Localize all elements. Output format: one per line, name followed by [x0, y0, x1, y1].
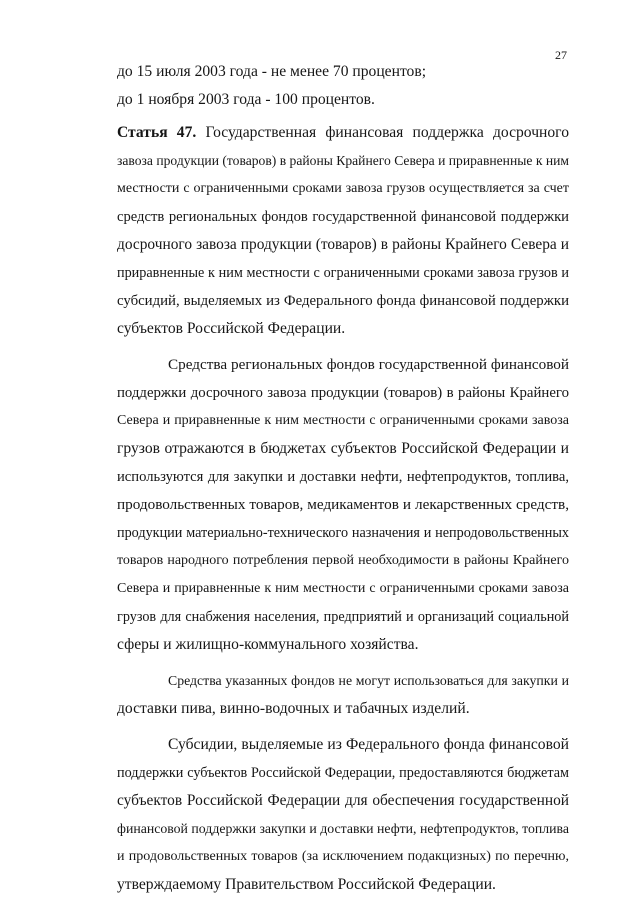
list-item: до 1 ноября 2003 года - 100 процентов. — [117, 91, 375, 108]
paragraph-line: продукции материально-технического назначения и непродовольственных — [117, 525, 569, 541]
paragraph-line: Субсидии, выделяемые из Федерального фонда финансовой — [168, 736, 569, 753]
paragraph-line: поддержки субъектов Российской Федерации, предоставляются бюджетам — [117, 765, 569, 781]
paragraph-line: Средства указанных фондов не могут использоваться для закупки и — [168, 673, 569, 688]
paragraph-line: товаров народного потребления первой необходимости в районы Крайнего — [117, 553, 569, 568]
paragraph-line: и продовольственных товаров (за исключением подакцизных) по перечню, — [117, 849, 569, 864]
paragraph-line: продовольственных товаров, медикаментов и лекарственных средств, — [117, 496, 569, 513]
article-label: Статья 47. — [117, 124, 197, 141]
document-body — [117, 58, 569, 899]
article-heading-text: Государственная финансовая поддержка досрочного — [205, 124, 569, 141]
paragraph-line: поддержки досрочного завоза продукции (товаров) в районы Крайнего — [117, 385, 569, 401]
paragraph-line: местности с ограниченными сроками завоза грузов осуществляется за счет — [117, 181, 569, 196]
paragraph-line: субъектов Российской Федерации для обеспечения государственной — [117, 792, 569, 809]
paragraph-line: средств региональных фондов государственной финансовой поддержки — [117, 209, 569, 225]
paragraph-line: завоза продукции (товаров) в районы Крайнего Севера и приравненные к ним — [117, 153, 569, 168]
paragraph-line: Севера и приравненные к ним местности с ограниченными сроками завоза — [117, 581, 569, 596]
page-number: 27 — [555, 48, 567, 62]
paragraph-line: субъектов Российской Федерации. — [117, 320, 346, 337]
paragraph-line: сферы и жилищно-коммунального хозяйства. — [117, 636, 419, 653]
paragraph-line: доставки пива, винно-водочных и табачных изделий. — [117, 700, 470, 717]
paragraph — [117, 351, 569, 659]
article-47 — [117, 119, 569, 343]
paragraph — [117, 667, 569, 723]
paragraph-line: грузов для снабжения населения, предприятий и организаций социальной — [117, 609, 569, 625]
paragraph-line: финансовой поддержки закупки и доставки нефти, нефтепродуктов, топлива — [117, 821, 569, 836]
paragraph-line: досрочного завоза продукции (товаров) в районы Крайнего Севера и — [117, 236, 569, 253]
paragraph-line: используются для закупки и доставки нефти, нефтепродуктов, топлива, — [117, 469, 569, 485]
paragraph-line: грузов отражаются в бюджетах субъектов Российской Федерации и — [117, 440, 569, 457]
paragraph-line: утверждаемому Правительством Российской Федерации. — [117, 876, 496, 893]
paragraph-line: Севера и приравненные к ним местности с ограниченными сроками завоза — [117, 413, 569, 428]
article-first-line — [117, 119, 569, 147]
paragraph-line: Средства региональных фондов государственной финансовой — [168, 356, 569, 373]
paragraph — [117, 731, 569, 899]
list-item: до 15 июля 2003 года - не менее 70 процентов; — [117, 63, 427, 80]
paragraph-line: приравненные к ним местности с ограниченными сроками завоза грузов и — [117, 265, 569, 281]
paragraph-line: субсидий, выделяемых из Федерального фонда финансовой поддержки — [117, 293, 569, 309]
